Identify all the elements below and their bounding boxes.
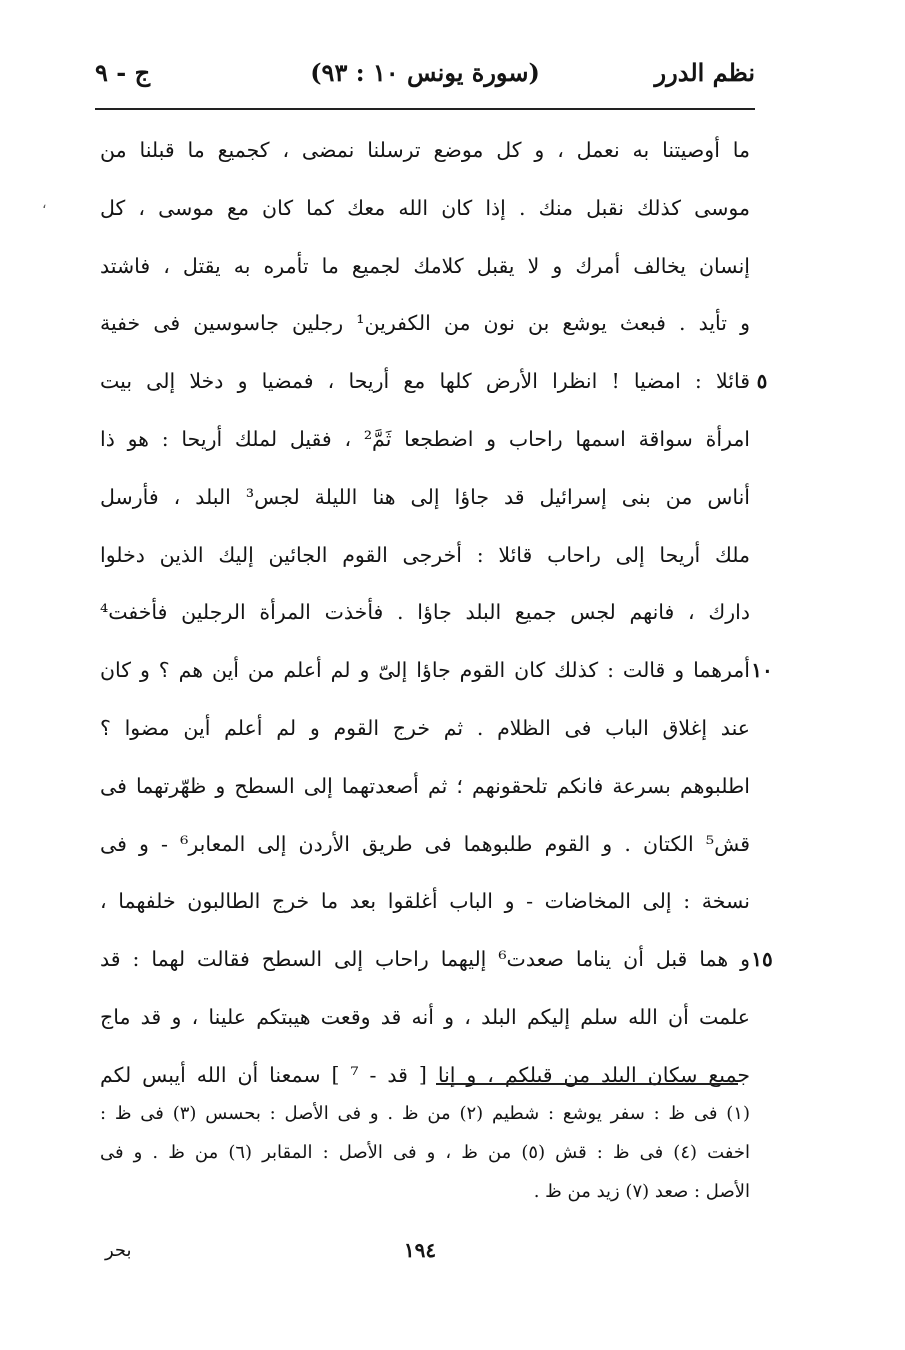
text-line: و هما قبل أن يناما صعدت⁶ إليهما راحاب إلى السطح فقالت لهما : قد [100,947,750,972]
text-line: جميع سكان البلد من قبلكم ، و إنا [ قد - ⁷ ] سمعنا أن الله أيبس لكم [100,1062,750,1087]
running-header [95,58,755,98]
footnotes [100,1094,750,1211]
text-line: أناس من بنى إسرائيل قد جاؤا إلى هنا الليلة لجس³ البلد ، فأرسل [100,484,750,509]
footnote-line: الأصل : صعد (٧) زيد من ظ . [533,1181,750,1202]
text-line: نسخة : إلى المخاضات - و الباب أغلقوا بعد ما خرج الطالبون خلفهما ، [100,889,750,914]
line-number-marker: ٥ [756,369,768,394]
footnote-line: اخفت (٤) فى ظ : قش (٥) من ظ ، و فى الأصل : المقابر (٦) من ظ . و فى [100,1142,750,1163]
header-divider [95,108,755,110]
margin-mark: ، [42,196,47,212]
line-number-marker: ١٠ [751,658,773,683]
text-line: قش⁵ الكتان . و القوم طلبوهما فى طريق الأردن إلى المعابر⁶ - و فى [100,831,750,856]
main-text [100,122,750,1105]
text-line: ما أوصيتنا به نعمل ، و كل موضع ترسلنا نمضى ، كجميع ما قبلنا من [100,138,750,162]
page-number: ١٩٤ [403,1238,437,1262]
text-line: امرأة سواقة اسمها راحاب و اضطجعا ثَمَّ² ، فقيل لملك أريحا : هو ذا [100,426,750,451]
text-line: عند إغلاق الباب فى الظلام . ثم خرج القوم و لم أعلم أين مضوا ؟ [100,715,750,740]
text-line: ملك أريحا إلى راحاب قائلا : أخرجى القوم الجائين إليك الذين دخلوا [100,542,750,567]
surah-reference: (سورة يونس ١٠ : ٩٣) [310,58,540,87]
text-line: اطلبوهم بسرعة فانكم تلحقونهم ؛ ثم أصعدتهما إلى السطح و ظهّرتهما فى [100,773,750,798]
text-line: و تأيد . فبعث يوشع بن نون من الكفرين¹ رجلين جاسوسين فى خفية [100,311,750,336]
line-number-marker: ١٥ [751,947,773,972]
text-line: أمرهما و قالت : كذلك كان القوم جاؤا إلىّ و لم أعلم من أين هم ؟ و كان [100,658,750,683]
text-line: موسى كذلك نقبل منك . إذا كان الله معك كما كان مع موسى ، كل [100,195,750,220]
text-line: علمت أن الله سلم إليكم البلد ، و أنه قد وقعت هيبتكم علينا ، و قد ماج [100,1004,750,1029]
signature-mark: بحر [105,1240,132,1261]
footnote-line: (١) فى ظ : سفر يوشع : شطيم (٢) من ظ . و فى الأصل : بحسس (٣) فى ظ : [100,1103,750,1124]
book-title: نظم الدرر [654,58,755,87]
volume-number: ج - ٩ [95,58,151,87]
text-line: دارك ، فانهم لجس جميع البلد جاؤا . فأخذت المرأة الرجلين فأخفت⁴ [100,600,750,625]
text-line: إنسان يخالف أمرك و لا يقبل كلامك لجميع ما تأمره به يقتل ، فاشتد [100,253,750,278]
text-line: قائلا : امضيا ! انظرا الأرض كلها مع أريحا ، فمضيا و دخلا إلى بيت [100,369,750,394]
footnote-divider [436,1083,738,1085]
